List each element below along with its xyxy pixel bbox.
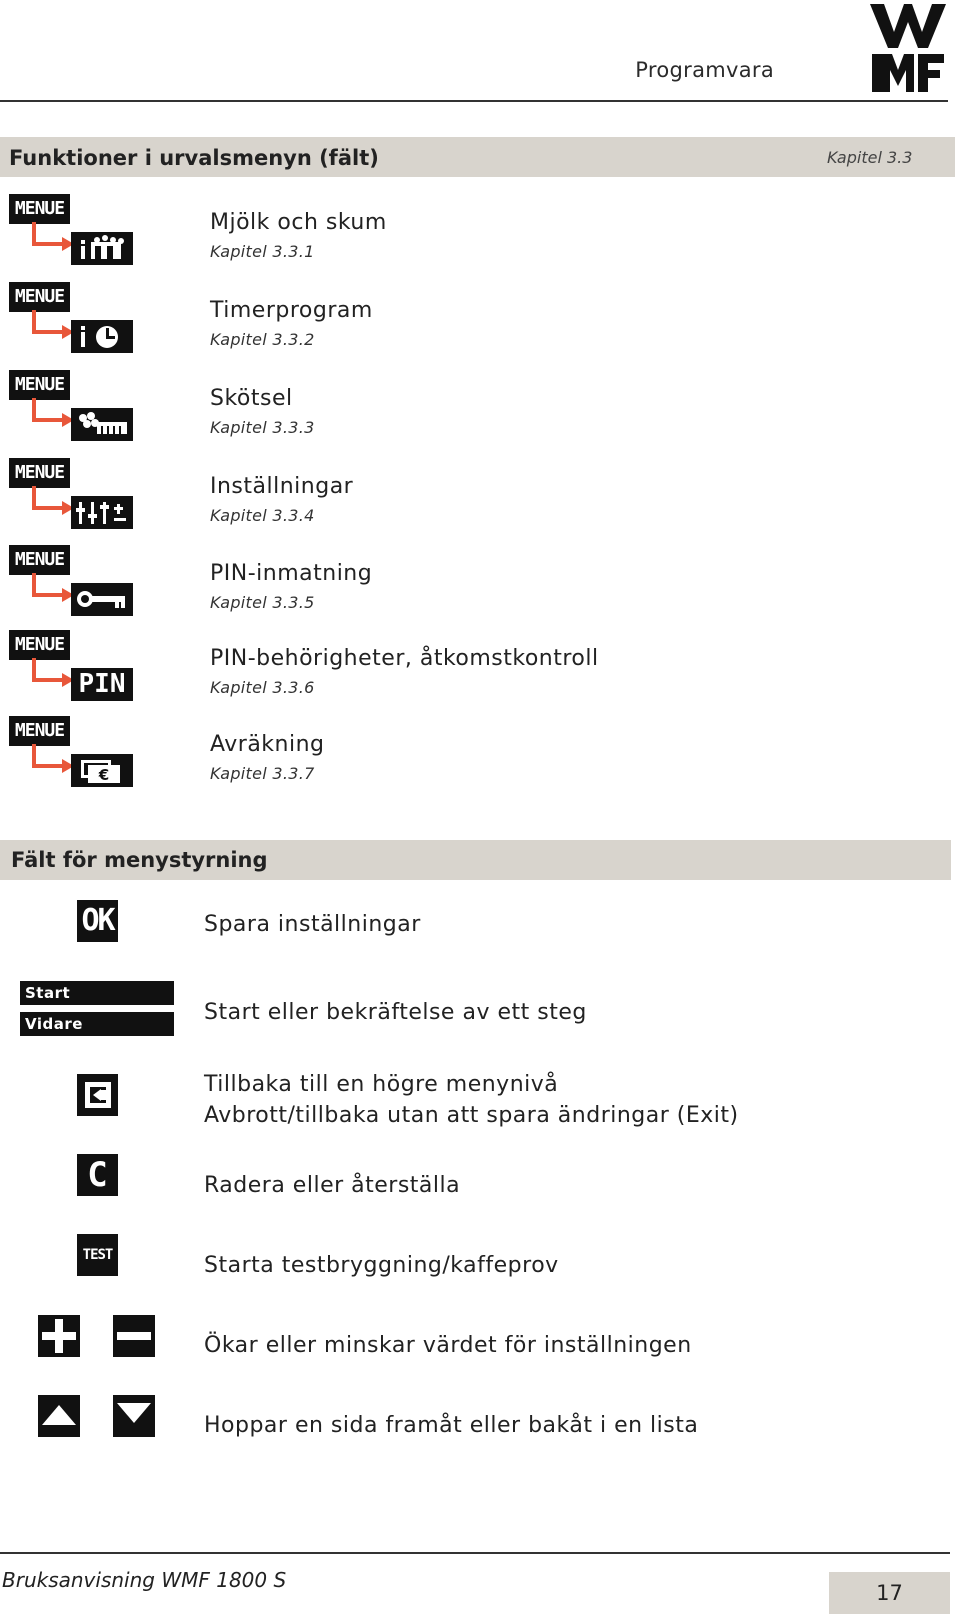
red-arrow-icon [30, 310, 76, 350]
euro-glyph: € [98, 766, 110, 784]
start-label-box [20, 981, 174, 1005]
red-arrow-icon [30, 573, 76, 613]
ok-icon-text: OK [81, 903, 114, 938]
menue-lcd-icon: MENUE [9, 630, 70, 660]
milk-foam-icon [71, 232, 133, 265]
timer-icon [71, 320, 133, 353]
menue-lcd-icon: MENUE [9, 282, 70, 312]
menu-row-care [0, 370, 955, 460]
back-description-2: Avbrott/tillbaka utan att spara ändringar (Exit) [204, 1103, 739, 1128]
menu-row-settings [0, 458, 955, 548]
menue-lcd-icon: MENUE [9, 458, 70, 488]
plus-icon [38, 1315, 80, 1357]
menu-item-title: Inställningar [210, 474, 354, 499]
menu-item-title: Timerprogram [210, 298, 373, 323]
menue-lcd-icon: MENUE [9, 716, 70, 746]
red-arrow-icon [30, 222, 76, 262]
section-band-controls [0, 840, 951, 880]
page-down-icon [113, 1395, 155, 1437]
page-number: 17 [829, 1572, 950, 1614]
menu-item-title: Skötsel [210, 386, 293, 411]
menu-item-title: Mjölk och skum [210, 210, 387, 235]
care-icon [71, 408, 133, 441]
pin-icon-text: PIN [78, 669, 126, 699]
section-band-functions [0, 137, 955, 177]
footer-rule [0, 1552, 950, 1554]
clear-icon [77, 1154, 118, 1196]
menu-item-title: PIN-behörigheter, åtkomstkontroll [210, 646, 599, 671]
vidare-label: Vidare [25, 1015, 83, 1033]
clear-icon-text: C [87, 1155, 108, 1195]
test-icon-text: TEST [82, 1247, 113, 1263]
billing-euro-icon [71, 754, 133, 787]
page-up-icon [38, 1395, 80, 1437]
updown-description: Hoppar en sida framåt eller bakåt i en lista [204, 1413, 699, 1438]
plusminus-description: Ökar eller minskar värdet för inställningen [204, 1333, 692, 1358]
red-arrow-icon [30, 486, 76, 526]
pin-icon [71, 668, 133, 701]
menu-item-ref: Kapitel 3.3.3 [210, 418, 315, 437]
menue-lcd-icon: MENUE [9, 194, 70, 224]
menu-item-title: Avräkning [210, 732, 325, 757]
wmf-logo [870, 4, 946, 94]
start-label: Start [25, 984, 71, 1002]
menu-row-pin-entry [0, 545, 955, 635]
ok-description: Spara inställningar [204, 912, 421, 937]
section-title: Programvara [635, 58, 774, 82]
menu-row-pin-access [0, 630, 955, 720]
menu-item-ref: Kapitel 3.3.4 [210, 506, 315, 525]
red-arrow-icon [30, 398, 76, 438]
menu-row-billing [0, 716, 955, 806]
back-description-1: Tillbaka till en högre menynivå [204, 1072, 559, 1097]
red-arrow-icon [30, 658, 76, 698]
menue-lcd-icon: MENUE [9, 370, 70, 400]
vidare-label-box [20, 1012, 174, 1036]
minus-icon [113, 1315, 155, 1357]
band-ref: Kapitel 3.3 [827, 148, 913, 167]
manual-title: Bruksanvisning WMF 1800 S [2, 1568, 287, 1592]
back-exit-icon [77, 1074, 118, 1116]
menu-row-milk [0, 194, 955, 284]
settings-sliders-icon [71, 496, 133, 529]
start-description: Start eller bekräftelse av ett steg [204, 1000, 587, 1025]
key-icon [71, 583, 133, 616]
test-icon [77, 1234, 118, 1276]
menu-item-ref: Kapitel 3.3.5 [210, 593, 315, 612]
menu-row-timer [0, 282, 955, 372]
band-title: Funktioner i urvalsmenyn (fält) [9, 146, 379, 170]
test-description: Starta testbryggning/kaffeprov [204, 1253, 559, 1278]
menu-item-title: PIN-inmatning [210, 561, 373, 586]
band-title: Fält för menystyrning [11, 848, 268, 872]
header-rule [0, 100, 948, 102]
menu-item-ref: Kapitel 3.3.6 [210, 678, 315, 697]
menue-lcd-icon: MENUE [9, 545, 70, 575]
red-arrow-icon [30, 744, 76, 784]
ok-icon [77, 900, 118, 942]
clear-description: Radera eller återställa [204, 1173, 461, 1198]
menu-item-ref: Kapitel 3.3.7 [210, 764, 315, 783]
menu-item-ref: Kapitel 3.3.1 [210, 242, 315, 261]
menu-item-ref: Kapitel 3.3.2 [210, 330, 315, 349]
